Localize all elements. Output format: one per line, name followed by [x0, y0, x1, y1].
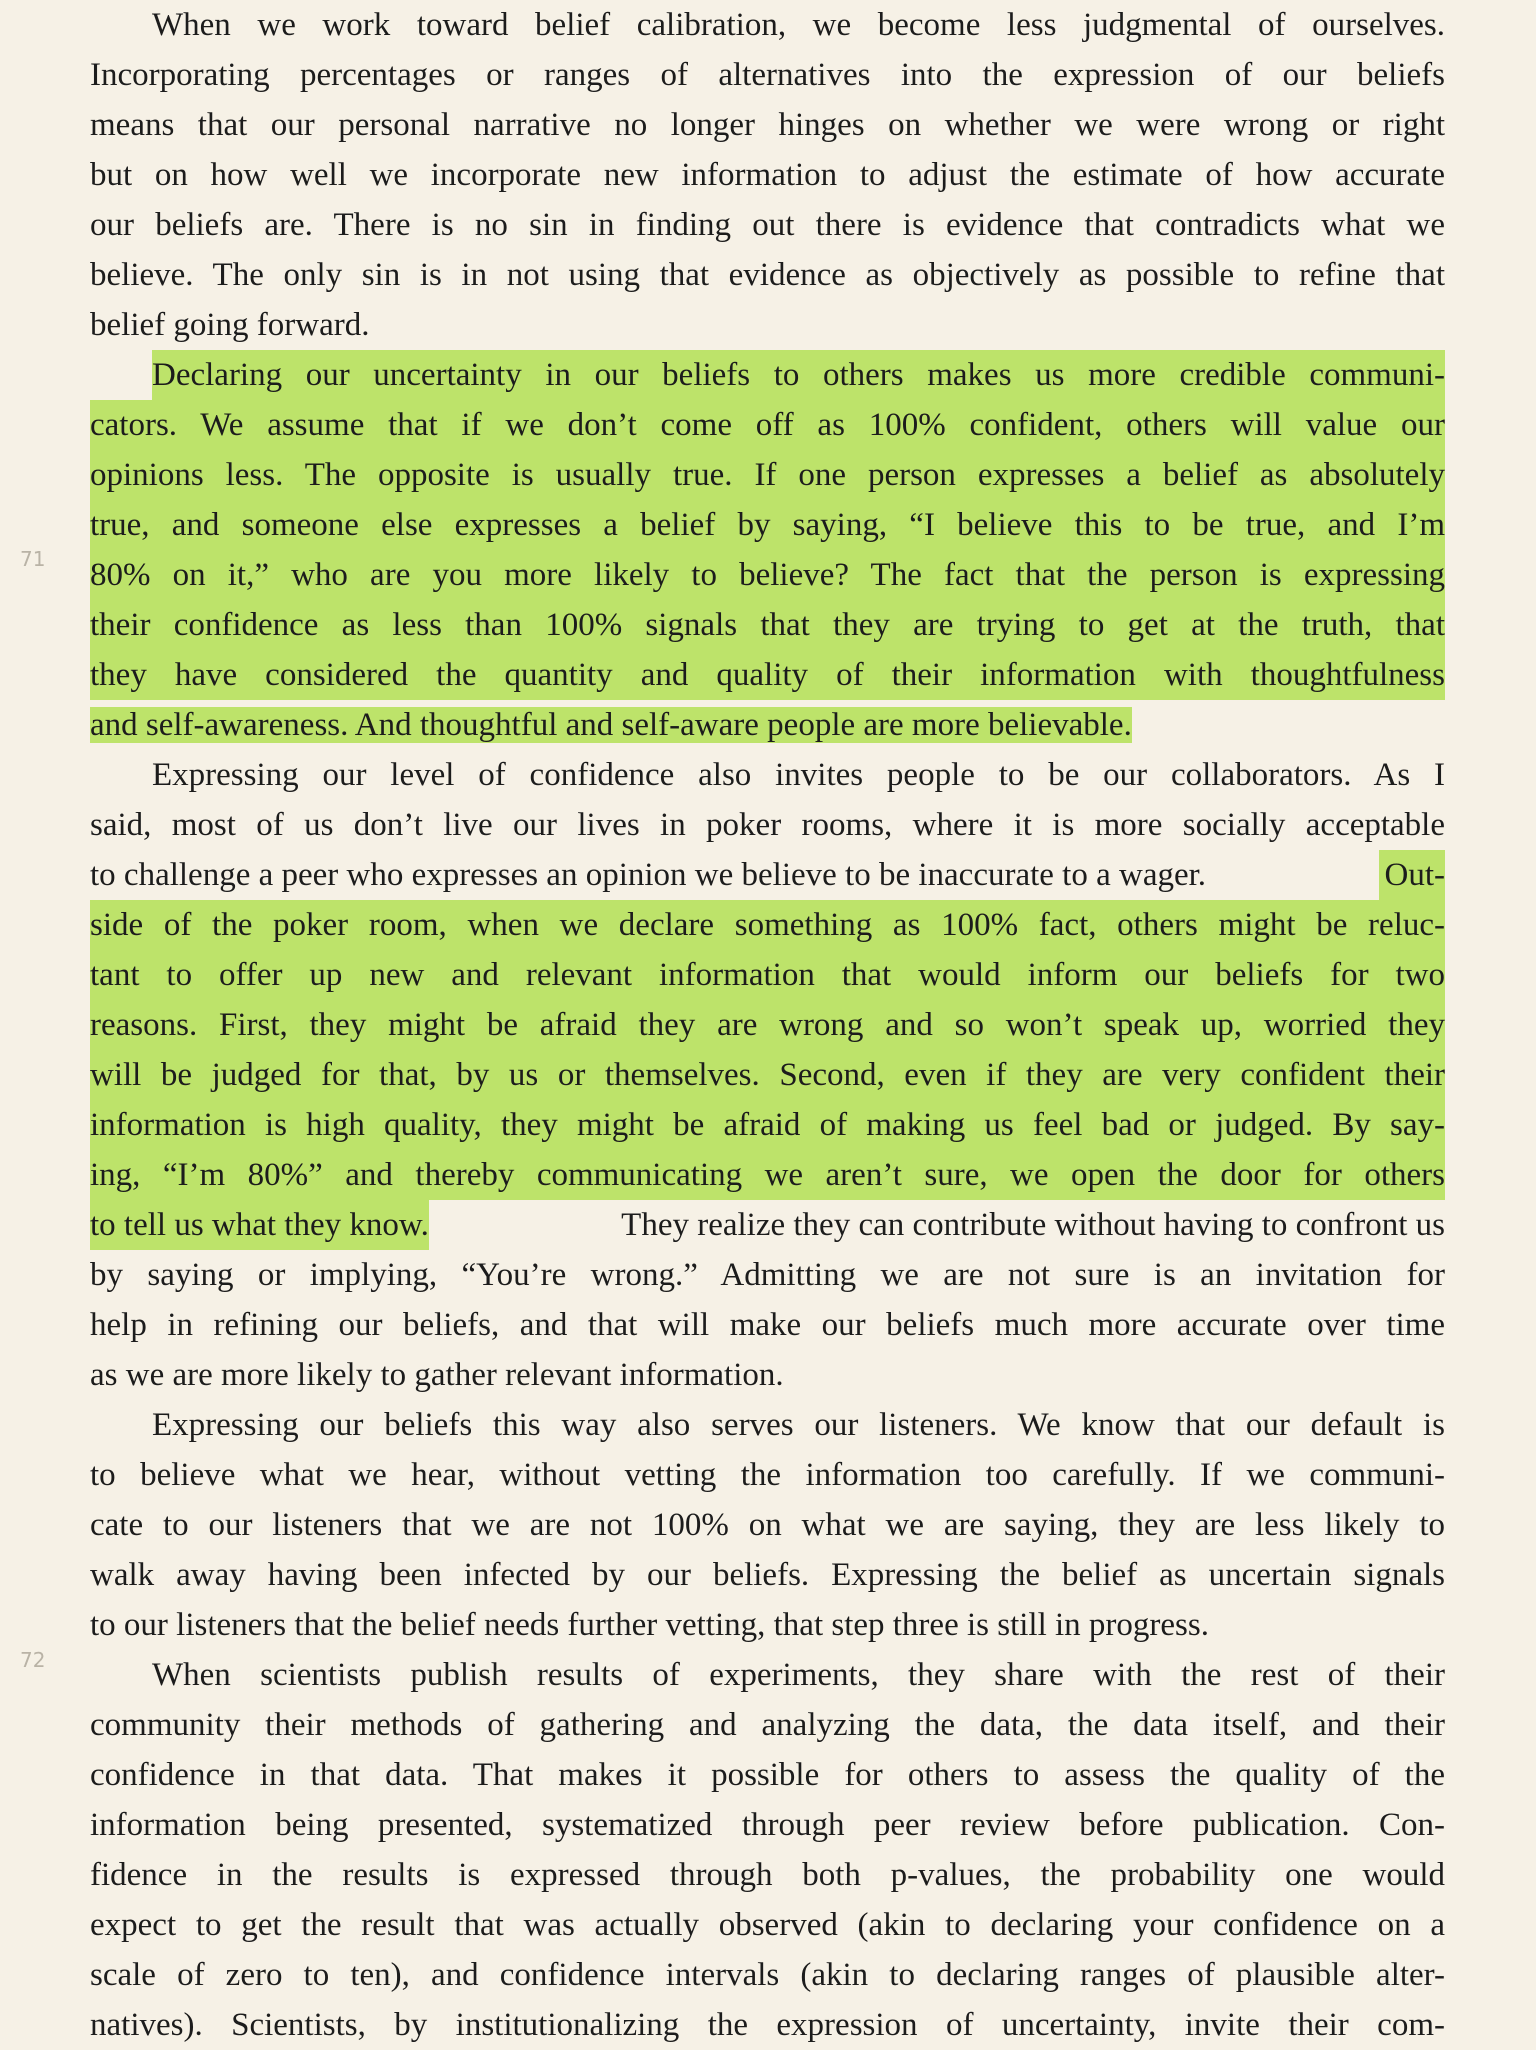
highlighted-text-line[interactable]: information is high quality, they might be afraid of making us feel bad or judged. By say-	[90, 1100, 1445, 1150]
highlight-span[interactable]: to tell us what they know.	[90, 1200, 429, 1250]
text-line: believe. The only sin is in not using that evidence as objectively as possible to refine that	[90, 257, 1445, 293]
text-line: scale of zero to ten), and confidence intervals (akin to declaring ranges of plausible alter-	[90, 1957, 1445, 1993]
highlight-span[interactable]: Out-	[1379, 850, 1446, 900]
highlighted-text-line[interactable]: their confidence as less than 100% signals that they are trying to get at the truth, that	[90, 600, 1445, 650]
text-line: walk away having been infected by our beliefs. Expressing the belief as uncertain signals	[90, 1557, 1445, 1593]
highlighted-text-line[interactable]: ing, “I’m 80%” and thereby communicating we aren’t sure, we open the door for others	[90, 1150, 1445, 1200]
highlight-span[interactable]: and self-awareness. And thoughtful and self-aware people are more believable.	[90, 707, 1132, 743]
highlighted-text-line[interactable]: will be judged for that, by us or themselves. Second, even if they are very confident their	[90, 1050, 1445, 1100]
highlighted-text-line[interactable]: tant to offer up new and relevant information that would inform our beliefs for two	[90, 950, 1445, 1000]
text-line	[90, 1200, 1445, 1250]
page-number-71: 71	[20, 547, 46, 571]
text-line	[90, 850, 1445, 900]
text-line: fidence in the results is expressed through both p-values, the probability one would	[90, 1857, 1445, 1893]
text-line: means that our personal narrative no longer hinges on whether we were wrong or right	[90, 107, 1445, 143]
text-line: expect to get the result that was actually observed (akin to declaring your confidence on a	[90, 1907, 1445, 1943]
highlighted-text-line[interactable]: they have considered the quantity and quality of their information with thoughtfulness	[90, 650, 1445, 700]
highlight-span[interactable]: Declaring our uncertainty in our beliefs to others makes us more credible communi-	[152, 350, 1445, 400]
text-line: cate to our listeners that we are not 100% on what we are saying, they are less likely to	[90, 1507, 1445, 1543]
page-number-72: 72	[20, 1648, 46, 1672]
text-line: confidence in that data. That makes it possible for others to assess the quality of the	[90, 1757, 1445, 1793]
text-line: belief going forward.	[90, 307, 370, 343]
text-line: to our listeners that the belief needs further vetting, that step three is still in progress.	[90, 1607, 1209, 1643]
text-segment: They realize they can contribute without having to confront us	[621, 1207, 1445, 1243]
text-line: When scientists publish results of experiments, they share with the rest of their	[152, 1657, 1445, 1693]
highlighted-text-line[interactable]	[90, 350, 1445, 400]
text-line: information being presented, systematized through peer review before publication. Con-	[90, 1807, 1445, 1843]
text-segment: to challenge a peer who expresses an opinion we believe to be inaccurate to a wager.	[90, 857, 1207, 893]
text-line: to believe what we hear, without vetting the information too carefully. If we communi-	[90, 1457, 1445, 1493]
text-line: Expressing our beliefs this way also serves our listeners. We know that our default is	[152, 1407, 1445, 1443]
ebook-text-body	[90, 0, 1445, 2050]
text-line: community their methods of gathering and analyzing the data, the data itself, and their	[90, 1707, 1445, 1743]
text-line: Expressing our level of confidence also invites people to be our collaborators. As I	[152, 757, 1445, 793]
text-line: help in refining our beliefs, and that will make our beliefs much more accurate over time	[90, 1307, 1445, 1343]
text-line: Incorporating percentages or ranges of alternatives into the expression of our beliefs	[90, 57, 1445, 93]
text-line: as we are more likely to gather relevant information.	[90, 1357, 784, 1393]
text-line: said, most of us don’t live our lives in poker rooms, where it is more socially acceptable	[90, 807, 1445, 843]
text-line: by saying or implying, “You’re wrong.” Admitting we are not sure is an invitation for	[90, 1257, 1445, 1293]
highlighted-text-line[interactable]: opinions less. The opposite is usually true. If one person expresses a belief as absolutely	[90, 450, 1445, 500]
text-line: but on how well we incorporate new information to adjust the estimate of how accurate	[90, 157, 1445, 193]
highlighted-text-line[interactable]: 80% on it,” who are you more likely to believe? The fact that the person is expressing	[90, 550, 1445, 600]
highlighted-text-line[interactable]: cators. We assume that if we don’t come off as 100% confident, others will value our	[90, 400, 1445, 450]
text-line: our beliefs are. There is no sin in finding out there is evidence that contradicts what we	[90, 207, 1445, 243]
highlighted-text-line[interactable]: reasons. First, they might be afraid they are wrong and so won’t speak up, worried they	[90, 1000, 1445, 1050]
text-line: When we work toward belief calibration, we become less judgmental of ourselves.	[152, 7, 1445, 43]
highlighted-text-line[interactable]: true, and someone else expresses a belief by saying, “I believe this to be true, and I’m	[90, 500, 1445, 550]
highlighted-text-line[interactable]: side of the poker room, when we declare something as 100% fact, others might be reluc-	[90, 900, 1445, 950]
highlighted-text-line[interactable]	[90, 700, 1445, 750]
text-line: natives). Scientists, by institutionalizing the expression of uncertainty, invite their com-	[90, 2007, 1445, 2043]
